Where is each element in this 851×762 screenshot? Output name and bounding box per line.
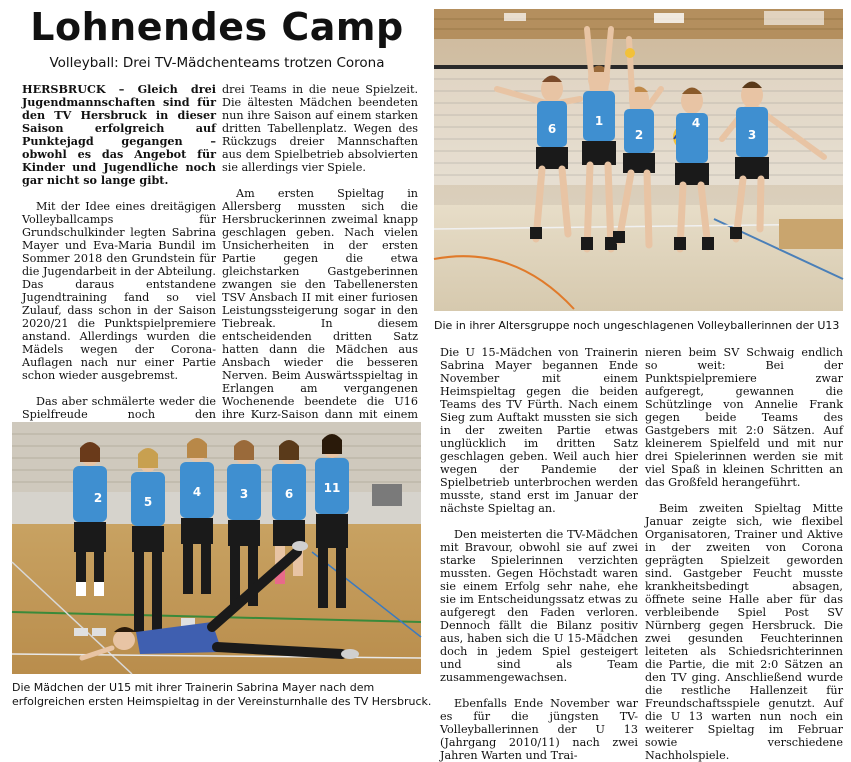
article-paragraph: Mit der Idee eines dreitägigen Volleyballcamps für Grundschulkinder legten Sabrina Mayer und Eva-Maria Bundil im Sommer 2018 den Grundstein für die Jugendarbeit in der Abteilung. Das daraus entstandene Jugendtraining fand so viel Zulauf, dass schon in der Saison 2020/21 die Punktspielpremiere anstand. Allerdings wurden die Mädels wegen der Corona-Auflagen nach nur einer Partie schon wieder ausgebremst.: [22, 200, 216, 382]
photo-u15-image: [12, 422, 421, 674]
photo-caption-u15: Die Mädchen der U15 mit ihrer Trainerin Sabrina Mayer nach dem erfolgreichen ersten Heimspieltag in der Vereinsturnhalle des TV Hersbruck.: [12, 681, 432, 708]
photo-u13-image: [434, 9, 843, 311]
article-paragraph: nieren beim SV Schwaig endlich so weit: Bei der Punktspielpremiere zwar aufgeregt, gewannen die Schützlinge von Annelie Frank gegen beide Teams des Gastgebers mit 2:0 Sätzen. Auf kleinerem Spielfeld und mit nur drei Spielerinnen werden sie mit viel Spaß in kleinen Schritten an das Großfeld herangeführt.: [645, 346, 843, 489]
article-paragraph: Ebenfalls Ende November war es für die jüngsten TV-Volleyballerinnen der U 13 (Jahrgang 2010/11) nach zwei Jahren Warten und Trai-: [440, 697, 638, 762]
article-paragraph: Den meisterten die TV-Mädchen mit Bravour, obwohl sie auf zwei starke Spielerinnen verzichten mussten. Gegen Höchstadt waren sie einem Erfolg sehr nahe, ehe sie im Entscheidungssatz etwas zu aufgeregt den Faden verloren. Dennoch fällt die Bilanz positiv aus, haben sich die U 15-Mädchen doch in jedem Spiel gesteigert und sind als Team zusammengewachsen.: [440, 528, 638, 684]
jersey-number: 4: [691, 116, 701, 130]
article-paragraph: drei Teams in die neue Spielzeit. Die ältesten Mädchen beendeten nun ihre Saison auf einem starken dritten Tabellenplatz. Wegen des Rückzugs dreier Mannschaften aus dem Spielbetrieb absolvierten sie allerdings vier Spiele.: [222, 83, 418, 174]
article-paragraph: Am ersten Spieltag in Allersberg mussten sich die Hersbruckerinnen zweimal knapp geschlagen geben. Nach vielen Unsicherheiten in der ersten Partie gegen die etwa gleichstarken Gastgeberinnen zwangen sie den Tabellenersten TSV Ansbach II mit einer furiosen Leistungssteigerung sogar in den Tiebreak. In diesem entscheidenden dritten Satz hatten dann die Mädchen aus Ansbach wieder die besseren Nerven. Beim Auswärtsspieltag in Erlangen am vergangenen Wochenende beendete die U16 ihre Kurz-Saison dann mit einem: [222, 187, 418, 421]
article-lead: HERSBRUCK – Gleich drei Jugendmannschaften sind für den TV Hersbruck in dieser Saison erfolgreich auf Punktejagd gegangen – obwohl es das Angebot für Kinder und Jugendliche noch gar nicht so lange gibt.: [22, 82, 216, 187]
article-column-3: [440, 346, 638, 762]
article-column-4: [645, 346, 843, 762]
jersey-number: 6: [547, 122, 557, 136]
photo-u13-team: [434, 9, 843, 311]
photo-caption-u13: Die in ihrer Altersgruppe noch ungeschlagenen Volleyballerinnen der U13: [434, 319, 840, 332]
jersey-number: 6: [284, 487, 294, 501]
article-paragraph: Das aber schmälerte weder die Spielfreude noch den: [22, 395, 216, 421]
article-paragraph: Die U 15-Mädchen von Trainerin Sabrina Mayer begannen Ende November mit einem Heimspieltag gegen die beiden Teams des TV Fürth. Nach einem Sieg zum Auftakt mussten sie sich in der zweiten Partie etwas unglücklich im dritten Satz geschlagen geben. Weil auch hier wegen der Pandemie der Spielbetrieb unterbrochen werden musste, stand erst im Januar der nächste Spieltag an.: [440, 346, 638, 515]
jersey-number: 3: [747, 128, 757, 142]
article-paragraph: Beim zweiten Spieltag Mitte Januar zeigte sich, wie flexibel Organisatoren, Trainer und Aktive in der zweiten von Corona geprägten Spielzeit geworden sind. Gastgeber Feucht musste krankheitsbedingt absagen, öffnete seine Halle aber für das verbleibende Spiel Post SV Nürnberg gegen Hersbruck. Die zwei gesunden Feuchterinnen leiteten als Schiedsrichterinnen die Partie, die mit 2:0 Sätzen an den TV ging. Anschließend wurde die restliche Hallenzeit für Freundschaftsspiele genutzt. Auf die U 13 warten nun noch ein weiterer Spieltag im Februar sowie verschiedene Nachholspiele.: [645, 502, 843, 762]
article-column-1: [22, 83, 216, 460]
jersey-number: 4: [192, 485, 202, 499]
jersey-number: 1: [594, 114, 604, 128]
photo-u15-team: [12, 422, 421, 674]
subheadline: Volleyball: Drei TV-Mädchenteams trotzen Corona: [49, 55, 385, 71]
jersey-number: 11: [323, 481, 341, 495]
headline: Lohnendes Camp: [30, 5, 404, 49]
jersey-number: 5: [143, 495, 153, 509]
jersey-number: 2: [634, 128, 644, 142]
jersey-number: 3: [239, 487, 249, 501]
article-column-2: [222, 83, 418, 434]
jersey-number: 2: [93, 491, 103, 505]
